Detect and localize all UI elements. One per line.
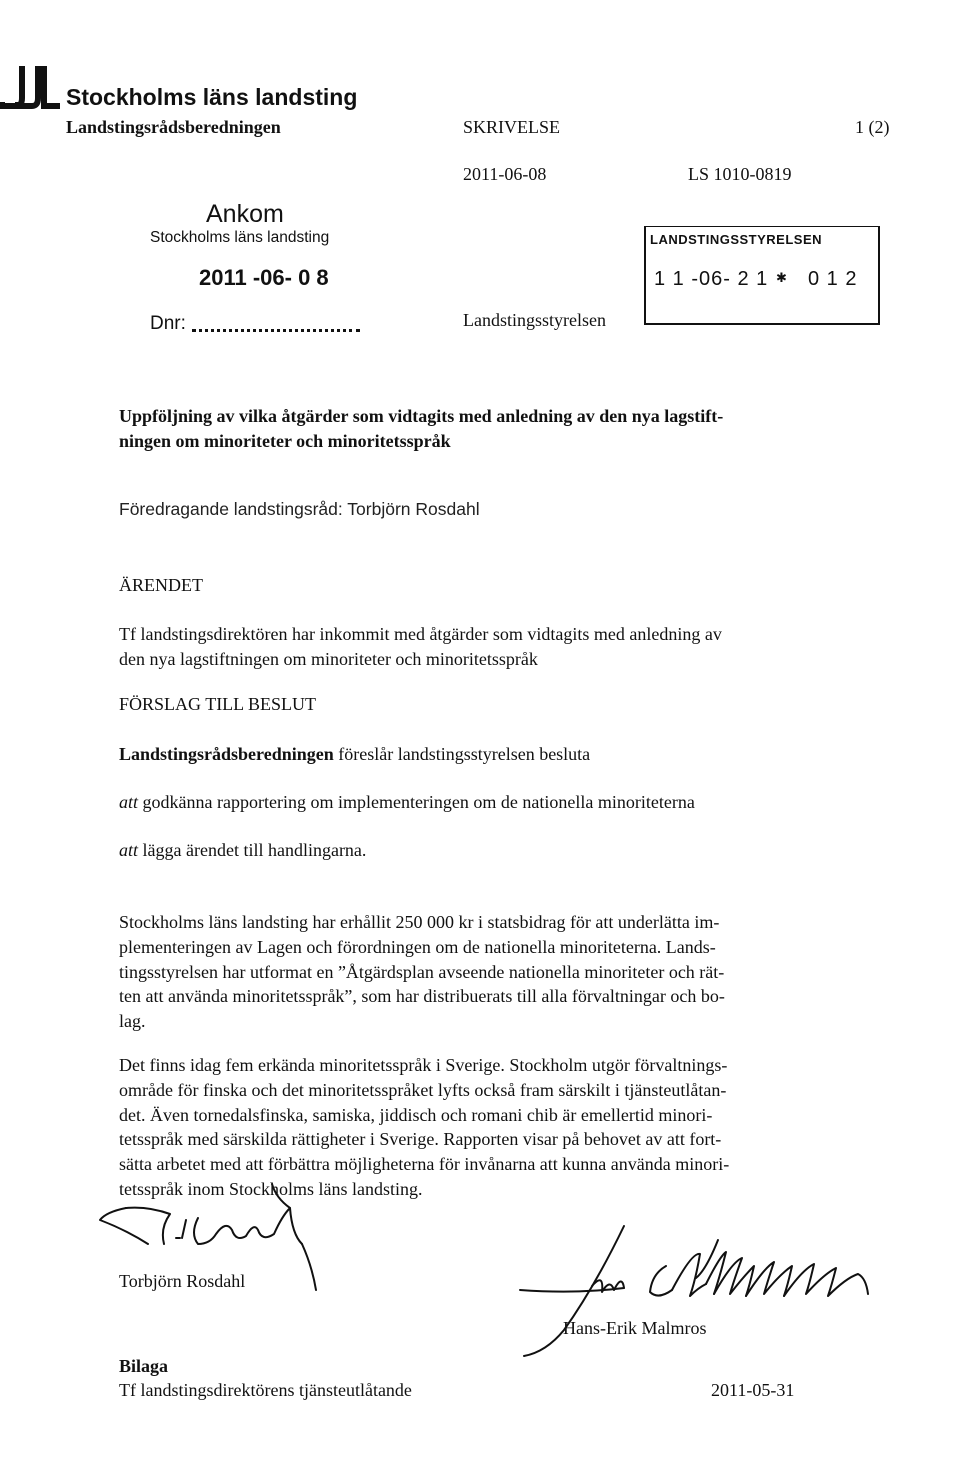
signature-name-left: Torbjörn Rosdahl: [119, 1271, 246, 1291]
paragraph-1-line: ten att använda minoritetsspråk”, som har distribuerats till alla förvaltningar och bo-: [119, 986, 725, 1007]
forslag-item-2-text: lägga ärendet till handlingarna.: [138, 840, 367, 860]
stamp-ankom-date: 2011 -06- 0 8: [199, 265, 329, 290]
forslag-item-1-att: att: [119, 792, 139, 812]
sll-logo: [0, 62, 62, 110]
paragraph-2-line: sätta arbetet med att förbättra möjligheterna för invånarna att kunna använda minori-: [119, 1154, 730, 1175]
stamp-dnr-label: Dnr:: [150, 313, 186, 334]
arendet-heading: ÄRENDET: [119, 575, 203, 595]
paragraph-2-line: Det finns idag fem erkända minoritetsspråk i Sverige. Stockholm utgör förvaltnings-: [119, 1055, 728, 1075]
forslag-item-2-att: att: [119, 840, 139, 860]
title-line-1: Uppföljning av vilka åtgärder som vidtagits med anledning av den nya lagstift-: [119, 406, 724, 426]
recipient: Landstingsstyrelsen: [463, 310, 606, 330]
department: Landstingsrådsberedningen: [66, 117, 281, 137]
arendet-line-1: Tf landstingsdirektören har inkommit med åtgärder som vidtagits med anledning av: [119, 624, 722, 644]
paragraph-2-line: område för finska och det minoritetsspråket lyfts också fram särskilt i tjänsteutlåtan-: [119, 1079, 727, 1100]
paragraph-1-line: plementeringen av Lagen och förordningen om de nationella minoriteterna. Lands-: [119, 936, 716, 957]
board-stamp-star-icon: ✱: [776, 270, 787, 285]
doc-type: SKRIVELSE: [463, 117, 561, 137]
forslag-item-2: [119, 838, 366, 863]
board-stamp-title: LANDSTINGSSTYRELSEN: [650, 232, 823, 247]
forslag-intro-bold: Landstingsrådsberedningen: [119, 744, 334, 764]
forslag-heading: FÖRSLAG TILL BESLUT: [119, 694, 317, 714]
paragraph-1-line: lag.: [119, 1011, 146, 1032]
stamp-ankom-org: Stockholms läns landsting: [150, 229, 330, 246]
attachment-item: Tf landstingsdirektörens tjänsteutlåtande: [119, 1380, 412, 1400]
forslag-intro: [119, 742, 590, 767]
board-stamp-date: 1 1 -06- 2 1: [654, 268, 769, 290]
paragraph-2-line: tetsspråk inom Stockholms läns landsting.: [119, 1178, 423, 1199]
dnr-dotted-line: [192, 329, 360, 332]
paragraph-2-line: tetsspråk med särskilda rättigheter i Sverige. Rapporten visar på behovet av att fort-: [119, 1129, 722, 1150]
signature-name-right: Hans-Erik Malmros: [563, 1318, 707, 1338]
paragraph-1-line: Stockholms läns landsting har erhållit 250 000 kr i statsbidrag för att underlätta im-: [119, 912, 720, 932]
page-number: 1 (2): [855, 117, 890, 137]
paragraph-2-line: det. Även tornedalsfinska, samiska, jiddisch och romani chib är emellertid minori-: [119, 1104, 713, 1125]
board-stamp-number: 0 1 2: [808, 268, 858, 290]
arendet-line-2: den nya lagstiftningen om minoriteter och minoritetsspråk: [119, 649, 538, 669]
forslag-intro-rest: föreslår landstingsstyrelsen besluta: [333, 744, 591, 764]
org-name: Stockholms läns landsting: [66, 84, 358, 110]
paragraph-1-line: tingsstyrelsen har utformat en ”Åtgärdsplan avseende nationella minoriteter och rät-: [119, 961, 725, 982]
title-line-2: ningen om minoriteter och minoritetsspråk: [119, 431, 451, 451]
stamp-ankom-title: Ankom: [206, 200, 284, 228]
document-date: 2011-06-08: [463, 164, 547, 184]
paragraph-1: [119, 910, 725, 1034]
forslag-item-1: [119, 790, 695, 815]
forslag-item-1-text: godkänna rapportering om implementeringen om de nationella minoriteterna: [138, 792, 695, 812]
presenter: Föredragande landstingsråd: Torbjörn Rosdahl: [119, 499, 480, 519]
reference-number: LS 1010-0819: [688, 164, 792, 184]
attachment-date: 2011-05-31: [711, 1380, 795, 1400]
attachment-heading: Bilaga: [119, 1356, 169, 1376]
